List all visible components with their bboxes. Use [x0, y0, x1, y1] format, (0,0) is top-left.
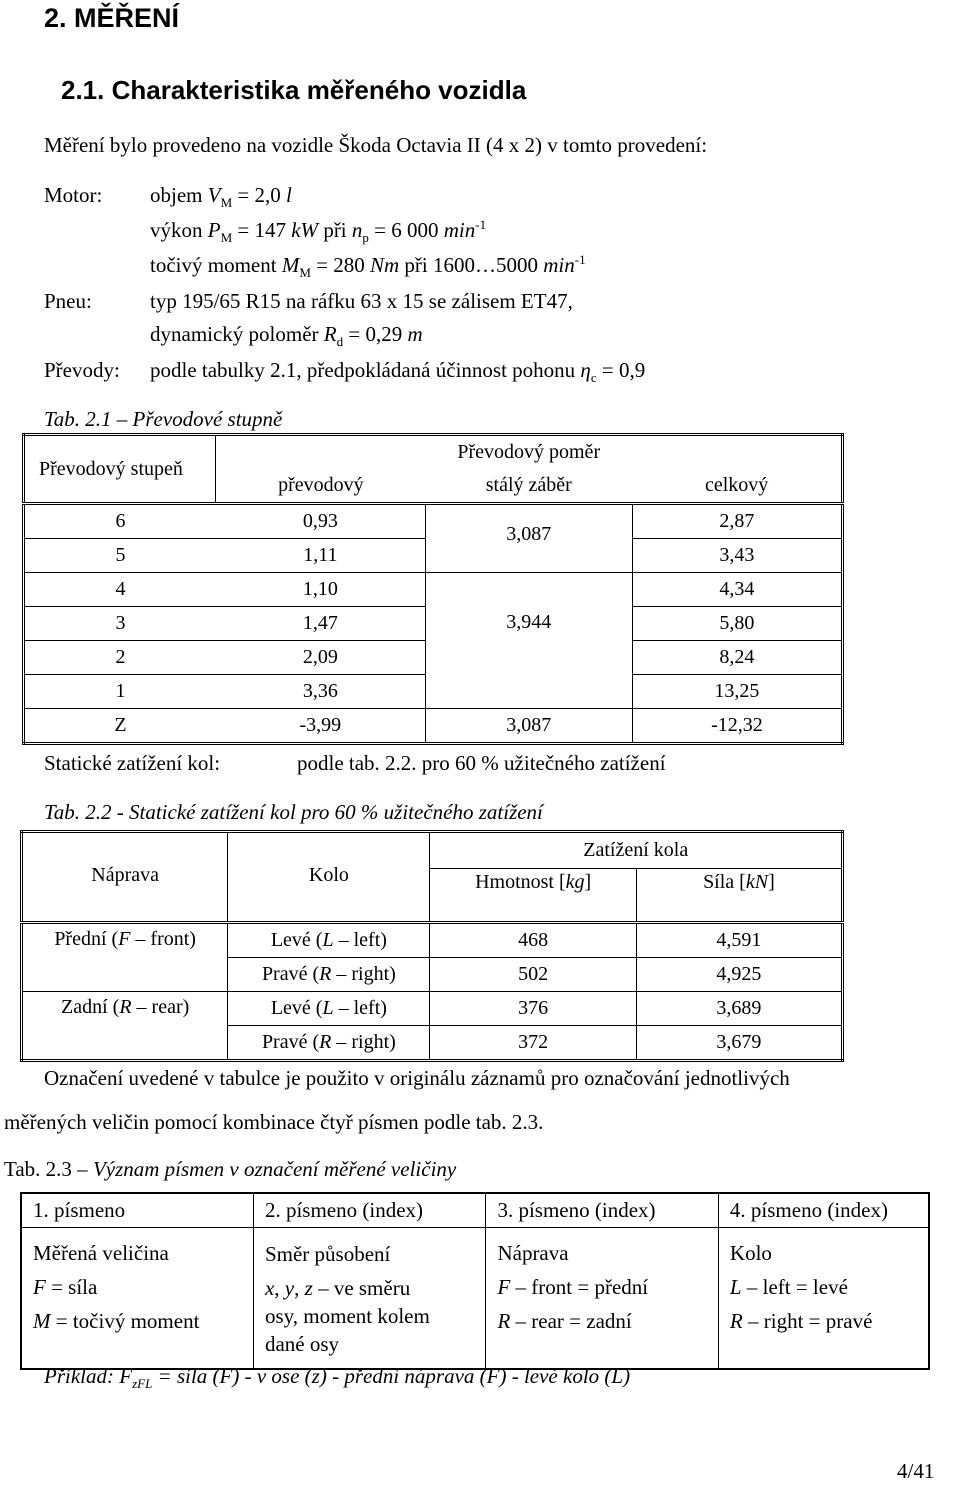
- header-naprava: Náprava: [22, 832, 228, 923]
- cell-stupen: 4: [24, 573, 216, 607]
- subsection-title: 2.1. Charakteristika měřeného vozidla: [61, 75, 527, 105]
- static-load-text: podle tab. 2.2. pro 60 % užitečného zatížení: [297, 751, 666, 775]
- cell-staly: 3,087: [425, 709, 632, 744]
- cell-celkovy: 2,87: [719, 510, 755, 532]
- header-staly: stálý záběr: [425, 469, 632, 504]
- cell-celkovy: 8,24: [632, 641, 842, 675]
- header-zatizeni: Zatížení kola: [430, 832, 843, 869]
- header-kolo: Kolo: [228, 832, 430, 923]
- cell-stupen: 6: [115, 510, 126, 532]
- cell-sila: 3,679: [636, 1026, 842, 1061]
- header-pomer: Převodový poměr: [457, 441, 601, 463]
- cell-staly: 3,087: [425, 504, 632, 573]
- letter4-meaning: [718, 1228, 929, 1370]
- cell-celkovy: -12,32: [632, 709, 842, 744]
- header-letter2: 2. písmeno (index): [253, 1193, 485, 1228]
- cell-prevodovy: -3,99: [216, 709, 425, 744]
- table2-caption: Tab. 2.2 - Statické zatížení kol pro 60 % užitečného zatížení: [44, 800, 543, 824]
- list-item: Měřená veličina: [33, 1241, 169, 1265]
- list-item: x, y, z – ve směru: [264, 1276, 411, 1300]
- header-letter3: 3. písmeno (index): [486, 1193, 718, 1228]
- table1-caption: Tab. 2.1 – Převodové stupně: [44, 407, 283, 431]
- motor-label: Motor:: [44, 183, 103, 207]
- letter3-meaning: [486, 1228, 718, 1370]
- gear-ratio-table: [22, 433, 844, 745]
- cell-staly: 3,944: [425, 573, 632, 709]
- para-line1: Označení uvedené v tabulce je použito v originálu záznamů pro označování jednotlivých: [44, 1066, 790, 1090]
- letter-meaning-table: [20, 1192, 930, 1370]
- wheel-load-table: [20, 830, 844, 1062]
- cell-hmotnost: 372: [430, 1026, 636, 1061]
- intro-text: Měření bylo provedeno na vozidle Škoda Octavia II (4 x 2) v tomto provedení:: [44, 133, 708, 157]
- cell-prevodovy: 1,10: [216, 573, 425, 607]
- cell-prevodovy: 1,47: [216, 607, 425, 641]
- section-title: 2. MĚŘENÍ: [44, 3, 180, 33]
- list-item: Náprava: [497, 1241, 569, 1265]
- pneu-radius: dynamický poloměr $R_d = 0,29$ m: [150, 322, 423, 350]
- cell-stupen: 5: [24, 539, 216, 573]
- front-axle: Přední (F – front): [22, 923, 228, 992]
- cell-stupen: 3: [24, 607, 216, 641]
- header-stupen: Převodový stupeň: [24, 435, 216, 504]
- table-row: [24, 504, 843, 539]
- page-number: 4/41: [897, 1459, 935, 1483]
- cell-celkovy: 4,34: [632, 573, 842, 607]
- cell-prevodovy: 1,11: [216, 539, 425, 573]
- table-row: [22, 992, 843, 1026]
- list-item: Směr působení: [264, 1242, 391, 1266]
- cell-prevodovy: 0,93: [216, 504, 425, 539]
- para-line2: měřených veličin pomocí kombinace čtyř písmen podle tab. 2.3.: [4, 1110, 544, 1134]
- cell-kolo: Levé (L – left): [228, 923, 430, 958]
- list-item: R – rear = zadní: [497, 1309, 632, 1333]
- motor-volume: objem $V_M = 2,0$ l: [150, 183, 292, 211]
- cell-prevodovy: 2,09: [216, 641, 425, 675]
- motor-power: výkon $P_M = 147$ kW při $n_p = 6$ 000 $\min^{-1}$: [150, 217, 487, 246]
- header-prevodovy: převodový: [216, 469, 425, 504]
- cell-stupen: 1: [24, 675, 216, 709]
- cell-kolo: Pravé (R – right): [228, 1026, 430, 1061]
- table3-caption: Tab. 2.3 – Význam písmen v označení měřené veličiny: [4, 1157, 457, 1181]
- cell-kolo: Levé (L – left): [228, 992, 430, 1026]
- list-item: R – right = pravé: [729, 1309, 873, 1333]
- static-load-label: Statické zatížení kol:: [44, 751, 221, 775]
- letter2-meaning: [253, 1228, 485, 1370]
- cell-celkovy: 3,43: [632, 539, 842, 573]
- list-item: osy, moment kolem: [264, 1304, 430, 1328]
- list-item: dané osy: [264, 1332, 340, 1356]
- table-row: [22, 923, 843, 958]
- cell-stupen: Z: [24, 709, 216, 744]
- list-item: F = síla: [33, 1275, 98, 1299]
- header-sila: Síla [kN]: [636, 868, 842, 922]
- cell-prevodovy: 3,36: [216, 675, 425, 709]
- prevody-label: Převody:: [44, 358, 120, 382]
- list-item: L – left = levé: [729, 1275, 848, 1299]
- cell-celkovy: 13,25: [632, 675, 842, 709]
- cell-hmotnost: 468: [430, 923, 636, 958]
- cell-stupen: 2: [24, 641, 216, 675]
- pneu-type: typ 195/65 R15 na ráfku 63 x 15 se zálisem ET47,: [150, 289, 573, 313]
- cell-hmotnost: 502: [430, 958, 636, 992]
- cell-celkovy: 5,80: [632, 607, 842, 641]
- motor-torque: točivý moment $M_M = 280$ Nm při 1600…5000 $\min^{-1}$: [150, 252, 586, 281]
- cell-hmotnost: 376: [430, 992, 636, 1026]
- list-item: M = točivý moment: [33, 1309, 200, 1333]
- cell-kolo: Pravé (R – right): [228, 958, 430, 992]
- rear-axle: Zadní (R – rear): [22, 992, 228, 1061]
- pneu-label: Pneu:: [44, 289, 92, 313]
- table-row: [24, 709, 843, 744]
- header-letter4: 4. písmeno (index): [718, 1193, 929, 1228]
- cell-sila: 4,925: [636, 958, 842, 992]
- header-letter1: 1. písmeno: [21, 1193, 253, 1228]
- cell-sila: 3,689: [636, 992, 842, 1026]
- header-celkovy: celkový: [632, 469, 842, 504]
- letter1-meaning: [21, 1228, 253, 1370]
- list-item: F – front = přední: [497, 1275, 649, 1299]
- example-text: Příklad: $F_{zFL}$ = síla (F) - v ose (z) - přední náprava (F) - levé kolo (L): [44, 1364, 631, 1392]
- header-hmotnost: Hmotnost [kg]: [430, 868, 636, 922]
- table-row: [24, 573, 843, 607]
- prevody-text: podle tabulky 2.1, předpokládaná účinnost pohonu $\eta_c = 0,9$: [150, 358, 646, 386]
- cell-sila: 4,591: [636, 923, 842, 958]
- list-item: Kolo: [729, 1241, 772, 1265]
